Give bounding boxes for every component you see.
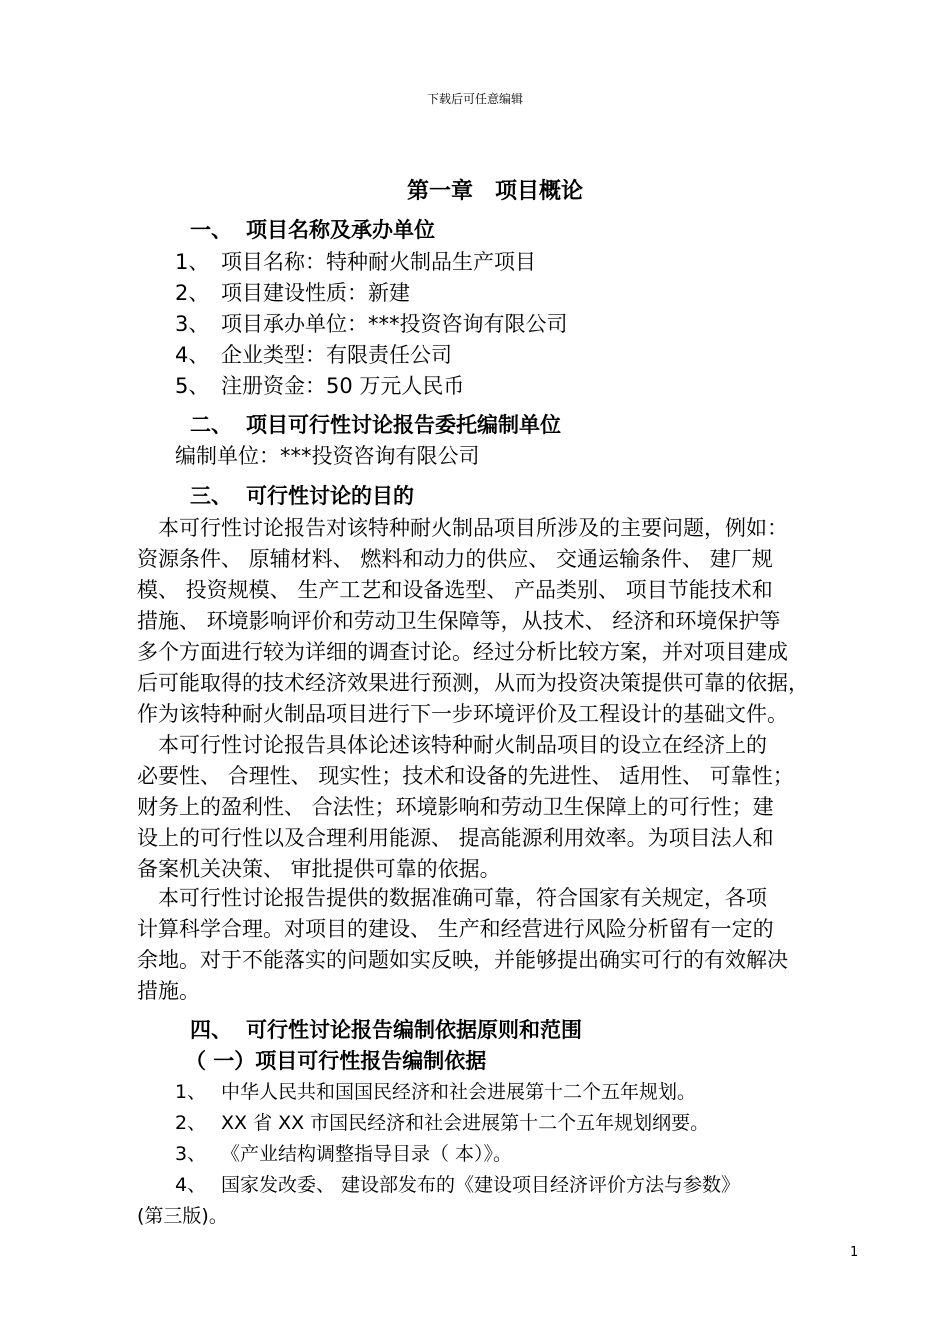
section-number: 四、: [190, 1018, 232, 1042]
item-text: 中华人民共和国国民经济和社会进展第十二个五年规划。: [221, 1081, 697, 1103]
item-text: XX 省 XX 市国民经济和社会进展第十二个五年规划纲要。: [221, 1112, 710, 1134]
item-text: 项目承办单位：***投资咨询有限公司: [221, 312, 568, 336]
section-title: 项目可行性讨论报告委托编制单位: [246, 413, 561, 437]
paragraph-line: 余地。对于不能落实的问题如实反映，并能够提出确实可行的有效解决: [137, 948, 788, 972]
item-number: 5、: [175, 374, 210, 398]
chapter-title: 第一章 项目概论: [406, 179, 583, 204]
list-item: [175, 339, 452, 369]
item-number: 4、: [175, 343, 210, 367]
item-number: 3、: [175, 312, 210, 336]
section-title: 项目名称及承办单位: [246, 218, 435, 242]
paragraph-line: (第三版)。: [137, 1205, 228, 1227]
item-text: 《产业结构调整指导目录（ 本）》。: [221, 1143, 513, 1165]
list-item: [175, 1077, 696, 1104]
paragraph-line: 后可能取得的技术经济效果进行预测，从而为投资决策提供可靠的依据，: [137, 671, 809, 695]
paragraph-line: 本可行性讨论报告提供的数据准确可靠，符合国家有关规定，各项: [137, 886, 767, 910]
paragraph-line: 多个方面进行较为详细的调查讨论。经过分析比较方案，并对项目建成: [137, 640, 788, 664]
paragraph-line: 必要性、 合理性、 现实性；技术和设备的先进性、 适用性、 可靠性；: [137, 764, 794, 788]
item-text: 企业类型：有限责任公司: [221, 343, 452, 367]
list-item: [175, 308, 568, 338]
item-number: 1、: [175, 250, 210, 274]
paragraph-line: 资源条件、 原辅材料、 燃料和动力的供应、 交通运输条件、 建厂规: [137, 547, 773, 571]
paragraph-line: 措施。: [137, 979, 200, 1003]
list-item: [175, 246, 536, 276]
section-number: 二、: [190, 413, 232, 437]
item-number: 1、: [175, 1081, 207, 1103]
item-number: 2、: [175, 281, 210, 305]
paragraph-line: 模、 投资规模、 生产工艺和设备选型、 产品类别、 项目节能技术和: [137, 578, 773, 602]
section-title: 可行性讨论报告编制依据原则和范围: [246, 1018, 582, 1042]
paragraph-line: 备案机关决策、 审批提供可靠的依据。: [137, 857, 501, 881]
item-number: 4、: [175, 1174, 207, 1196]
item-text: 项目建设性质：新建: [221, 281, 410, 305]
page-number: 1: [850, 1245, 859, 1260]
paragraph-line: 本可行性讨论报告对该特种耐火制品项目所涉及的主要问题，例如：: [137, 516, 788, 540]
paragraph-line: 财务上的盈利性、 合法性；环境影响和劳动卫生保障上的可行性；建: [137, 795, 774, 819]
subsection-heading: （ 一）项目可行性报告编制依据: [185, 1049, 487, 1073]
section-heading-3: [190, 480, 414, 510]
list-item: [175, 370, 464, 400]
section-number: 三、: [190, 484, 232, 508]
item-text: 国家发改委、 建设部发布的《建设项目经济评价方法与参数》: [221, 1174, 741, 1196]
paragraph-line: 措施、 环境影响评价和劳动卫生保障等，从技术、 经济和环境保护等: [137, 609, 781, 633]
page-header: 下载后可任意编辑: [426, 92, 523, 106]
item-number: 3、: [175, 1143, 207, 1165]
list-item: [175, 277, 410, 307]
item-number: 2、: [175, 1112, 207, 1134]
section-title: 可行性讨论的目的: [246, 484, 414, 508]
section-number: 一、: [190, 218, 232, 242]
list-item: [175, 1139, 512, 1166]
paragraph-line: 编制单位：***投资咨询有限公司: [175, 444, 480, 468]
section-heading-2: [190, 409, 561, 439]
section-heading-4: [190, 1014, 582, 1044]
section-heading-1: [190, 214, 435, 244]
paragraph-line: 计算科学合理。对项目的建设、 生产和经营进行风险分析留有一定的: [137, 917, 774, 941]
list-item: [175, 1170, 740, 1197]
list-item: [175, 1108, 709, 1135]
paragraph-line: 设上的可行性以及合理利用能源、 提高能源利用效率。为项目法人和: [137, 826, 774, 850]
paragraph-line: 作为该特种耐火制品项目进行下一步环境评价及工程设计的基础文件。: [137, 702, 788, 726]
paragraph-line: 本可行性讨论报告具体论述该特种耐火制品项目的设立在经济上的: [137, 733, 767, 757]
item-text: 项目名称：特种耐火制品生产项目: [221, 250, 536, 274]
item-text: 注册资金：50 万元人民币: [221, 374, 465, 398]
